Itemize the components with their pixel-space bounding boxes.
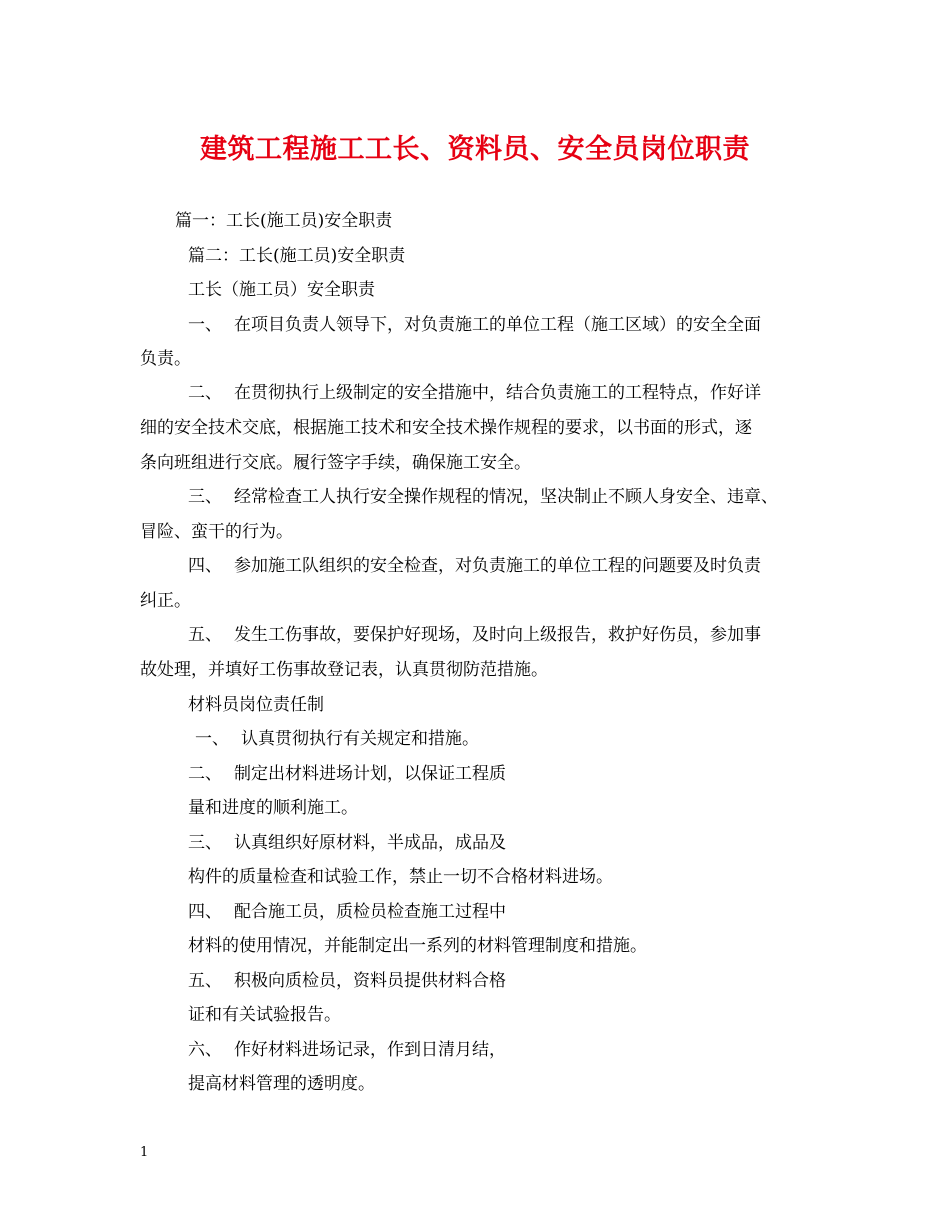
foreman-duty-4 bbox=[188, 554, 761, 578]
material-duty-2 bbox=[188, 762, 506, 786]
material-duty-6-continuation: 提高材料管理的透明度。 bbox=[188, 1074, 375, 1094]
material-duty-4-continuation: 材料的使用情况，并能制定出一系列的材料管理制度和措施。 bbox=[188, 936, 647, 956]
foreman-duty-3 bbox=[188, 485, 778, 509]
foreman-duty-3-continuation: 冒险、蛮干的行为。 bbox=[140, 522, 293, 542]
duty-text: 认真贯彻执行有关规定和措施。 bbox=[241, 729, 479, 749]
document-title: 建筑工程施工工长、资料员、安全员岗位职责 bbox=[200, 134, 750, 165]
foreman-duty-2 bbox=[188, 381, 761, 405]
material-duty-1 bbox=[195, 727, 479, 751]
duty-number: 一、 bbox=[188, 315, 222, 335]
duty-text: 发生工伤事故，要保护好现场，及时向上级报告，救护好伤员，参加事 bbox=[234, 625, 761, 645]
duty-text: 经常检查工人执行安全操作规程的情况，坚决制止不顾人身安全、违章、 bbox=[234, 487, 778, 507]
foreman-duty-2-continuation: 细的安全技术交底，根据施工技术和安全技术操作规程的要求，以书面的形式，逐 bbox=[140, 418, 752, 438]
material-duty-3 bbox=[188, 831, 506, 855]
foreman-duty-1-continuation: 负责。 bbox=[140, 349, 191, 369]
duty-text: 积极向质检员，资料员提供材料合格 bbox=[234, 971, 506, 991]
duty-number: 三、 bbox=[188, 487, 222, 507]
duty-text: 配合施工员，质检员检查施工过程中 bbox=[234, 902, 506, 922]
duty-number: 一、 bbox=[195, 729, 229, 749]
material-duty-5 bbox=[188, 969, 506, 993]
duty-number: 四、 bbox=[188, 556, 222, 576]
foreman-duty-5-continuation: 故处理，并填好工伤事故登记表，认真贯彻防范措施。 bbox=[140, 660, 548, 680]
heading-part-one: 篇一：工长(施工员)安全职责 bbox=[175, 211, 393, 231]
duty-number: 五、 bbox=[188, 971, 222, 991]
duty-number: 五、 bbox=[188, 625, 222, 645]
material-duty-5-continuation: 证和有关试验报告。 bbox=[188, 1005, 341, 1025]
material-duty-6 bbox=[188, 1038, 506, 1062]
duty-number: 二、 bbox=[188, 764, 222, 784]
duty-text: 在贯彻执行上级制定的安全措施中，结合负责施工的工程特点，作好详 bbox=[234, 383, 761, 403]
duty-number: 二、 bbox=[188, 383, 222, 403]
foreman-duty-5 bbox=[188, 623, 761, 647]
heading-part-two: 篇二：工长(施工员)安全职责 bbox=[188, 246, 406, 266]
material-duty-3-continuation: 构件的质量检查和试验工作，禁止一切不合格材料进场。 bbox=[188, 867, 613, 887]
duty-text: 作好材料进场记录，作到日清月结， bbox=[234, 1040, 506, 1060]
foreman-duty-2-continuation: 条向班组进行交底。履行签字手续，确保施工安全。 bbox=[140, 453, 531, 473]
duty-number: 六、 bbox=[188, 1040, 222, 1060]
heading-foreman-duties: 工长（施工员）安全职责 bbox=[188, 280, 375, 300]
heading-material-duties: 材料员岗位责任制 bbox=[188, 695, 324, 715]
foreman-duty-1 bbox=[188, 313, 761, 337]
material-duty-2-continuation: 量和进度的顺利施工。 bbox=[188, 798, 358, 818]
duty-text: 制定出材料进场计划，以保证工程质 bbox=[234, 764, 506, 784]
duty-text: 认真组织好原材料，半成品，成品及 bbox=[234, 833, 506, 853]
duty-text: 参加施工队组织的安全检查，对负责施工的单位工程的问题要及时负责 bbox=[234, 556, 761, 576]
page-number: 1 bbox=[140, 1145, 149, 1160]
duty-text: 在项目负责人领导下，对负责施工的单位工程（施工区域）的安全全面 bbox=[234, 315, 761, 335]
duty-number: 三、 bbox=[188, 833, 222, 853]
foreman-duty-4-continuation: 纠正。 bbox=[140, 591, 191, 611]
material-duty-4 bbox=[188, 900, 506, 924]
duty-number: 四、 bbox=[188, 902, 222, 922]
